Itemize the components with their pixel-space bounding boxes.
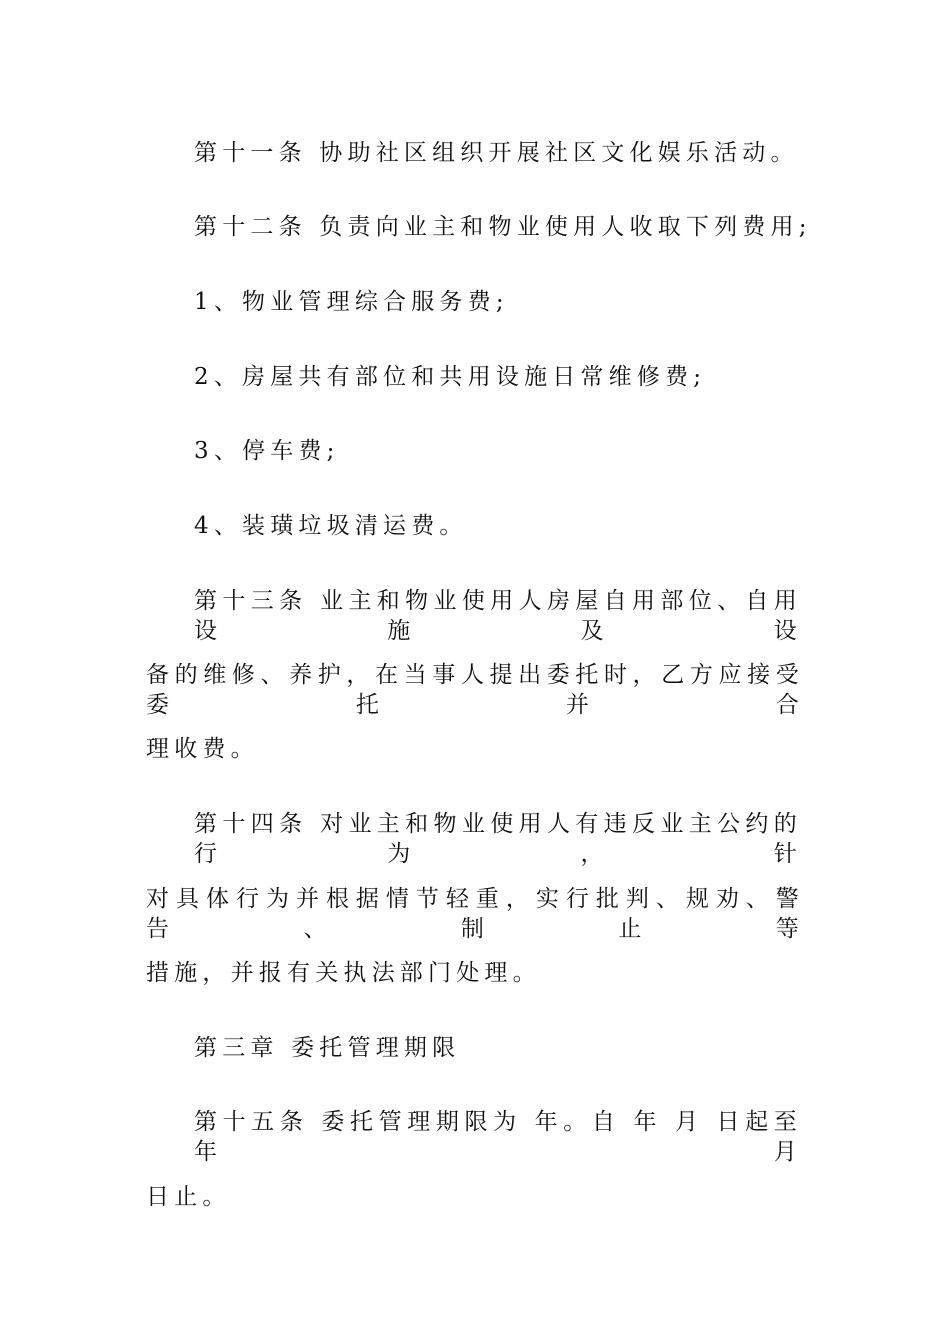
article-15-line-2: 日止。 — [146, 1184, 231, 1210]
fee-item-2-line: 2、房屋共有部位和共用设施日常维修费; — [194, 364, 707, 390]
article-14-line-2: 对具体行为并根据情节轻重，实行批判、规劝、警告、制止等 — [146, 886, 804, 942]
fee-item-4-line: 4、装璜垃圾清运费。 — [194, 513, 468, 539]
article-13-line-2: 备的维修、养护，在当事人提出委托时，乙方应接受委托并合 — [146, 662, 804, 718]
article-11-line: 第十一条 协助社区组织开展社区文化娱乐活动。 — [194, 140, 799, 166]
article-13-line-1: 第十三条 业主和物业使用人房屋自用部位、自用设施及设 — [194, 588, 802, 644]
chapter-3-heading: 第三章 委托管理期限 — [194, 1035, 461, 1061]
article-13-line-3: 理收费。 — [146, 736, 259, 762]
fee-item-3-line: 3、停车费; — [194, 438, 340, 464]
article-14-line-1: 第十四条 对业主和物业使用人有违反业主公约的行为，针 — [194, 811, 802, 867]
fee-item-1-line: 1、物业管理综合服务费; — [194, 289, 509, 315]
article-15-line-1: 第十五条 委托管理期限为 年。自 年 月 日起至 年 月 — [194, 1109, 802, 1165]
article-12-line: 第十二条 负责向业主和物业使用人收取下列费用; — [194, 214, 812, 240]
article-14-line-3: 措施，并报有关执法部门处理。 — [146, 960, 541, 986]
